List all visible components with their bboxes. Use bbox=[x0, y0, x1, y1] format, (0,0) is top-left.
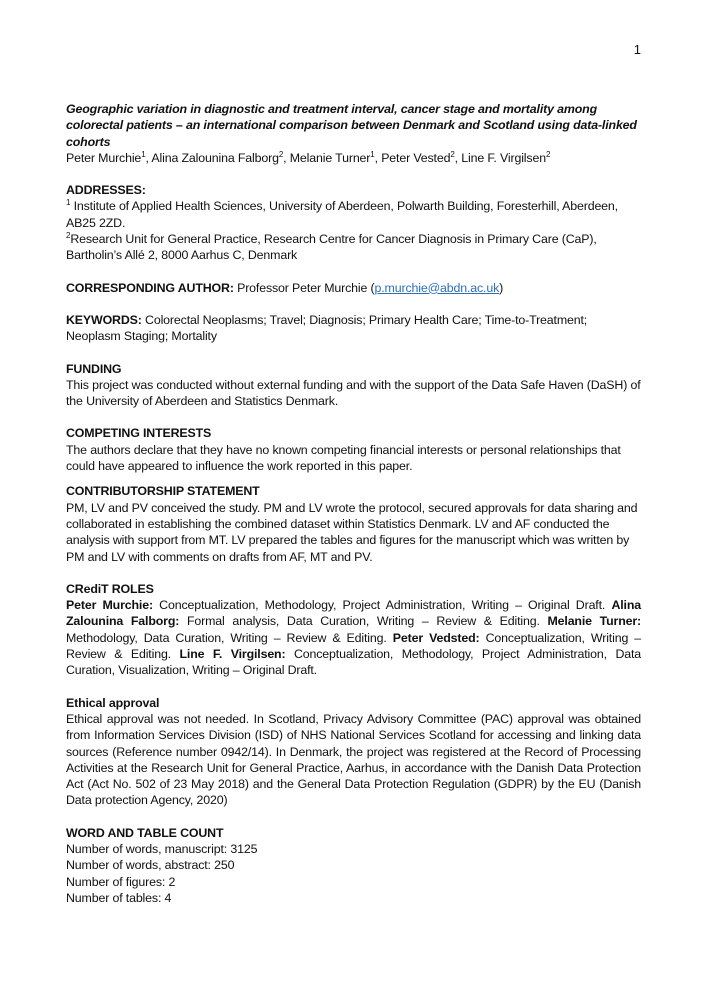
count-manuscript-words: Number of words, manuscript: 3125 bbox=[66, 841, 258, 856]
competing-interests-section bbox=[66, 425, 641, 474]
author: Peter Vested$^2$, bbox=[381, 149, 462, 165]
corresponding-author-label: CORRESPONDING AUTHOR: bbox=[66, 280, 234, 295]
ethical-approval-section bbox=[66, 695, 641, 809]
competing-interests-text: The authors declare that they have no known competing financial interests or personal relationships that could have appeared to influence the work reported in this paper. bbox=[66, 442, 621, 474]
paper-title: Geographic variation in diagnostic and treatment interval, cancer stage and mortality among colorectal patients – an international comparison between Denmark and Scotland using data-linked cohorts bbox=[66, 102, 637, 149]
keywords-text: Colorectal Neoplasms; Travel; Diagnosis; Primary Health Care; Time-to-Treatment; Neoplasm Staging; Mortality bbox=[66, 312, 588, 344]
author: Alina Zalounina Falborg$^2$, bbox=[151, 149, 290, 165]
page-number: 1 bbox=[633, 42, 641, 57]
author: Line F. Virgilsen$^2$ bbox=[461, 149, 551, 165]
ethical-approval-heading: Ethical approval bbox=[66, 695, 160, 710]
count-abstract-words: Number of words, abstract: 250 bbox=[66, 858, 235, 873]
contributorship-heading: CONTRIBUTORSHIP STATEMENT bbox=[66, 484, 260, 499]
corresponding-author-section: CORRESPONDING AUTHOR: Professor Peter Murchie (p.murchie@abdn.ac.uk) bbox=[66, 280, 504, 295]
credit-roles-heading: CRediT ROLES bbox=[66, 581, 154, 596]
ethical-approval-text: Ethical approval was not needed. In Scotland, Privacy Advisory Committee (PAC) approval was obtained from Information Services Division (ISD) of NHS National Services Scotland for accessing and linking data sources (Reference number 0942/14). In Denmark, the project was registered at the Record of Processing Activities at the Research Unit for General Practice, Aarhus, in accordance with the Danish Data Protection Act (Act No. 502 of 23 May 2018) and the General Data Protection Regulation (GDPR) by the EU (Danish Data protection Agency, 2020) bbox=[66, 711, 641, 808]
addresses-heading: ADDRESSES: bbox=[66, 183, 146, 198]
email-link[interactable]: p.murchie@abdn.ac.uk bbox=[374, 280, 500, 295]
word-count-heading: WORD AND TABLE COUNT bbox=[66, 825, 224, 840]
credit-roles-text: Peter Murchie: Conceptualization, Methodology, Project Administration, Writing – Original Draft. Alina Zalounina Falborg: Formal analysis, Data Curation, Writing – Review & Editing. Melanie Turner: Methodology, Data Curation, Writing – Review & Editing. Peter Vedsted: Conceptualization, Writing – Review & Editing. Line F. Virgilsen: Conceptualization, Methodology, Project Administration, Data Curation, Visualization, Writing – Original Draft. bbox=[66, 598, 642, 678]
credit-roles-section bbox=[66, 581, 641, 679]
keywords-section bbox=[66, 312, 641, 345]
contributorship-section bbox=[66, 483, 641, 564]
funding-section bbox=[66, 361, 641, 410]
addresses-section bbox=[66, 182, 641, 263]
competing-interests-heading: COMPETING INTERESTS bbox=[66, 426, 212, 441]
document-body bbox=[66, 101, 641, 922]
funding-text: This project was conducted without external funding and with the support of the Data Safe Haven (DaSH) of the University of Aberdeen and Statistics Denmark. bbox=[66, 377, 641, 409]
count-tables: Number of tables: 4 bbox=[66, 890, 172, 905]
word-count-section bbox=[66, 825, 641, 906]
author-list bbox=[66, 150, 641, 166]
address-1: $^1$ Institute of Applied Health Sciences, University of Aberdeen, Polwarth Building, Foresterhill, Aberdeen, AB25 2ZD. bbox=[66, 198, 618, 230]
author: Melanie Turner$^1$, bbox=[289, 149, 382, 165]
address-2: $^2$Research Unit for General Practice, Research Centre for Cancer Diagnosis in Primary Care (CaP), Bartholin’s Allé 2, 8000 Aarhus C, Denmark bbox=[66, 231, 597, 263]
funding-heading: FUNDING bbox=[66, 361, 122, 376]
contributorship-text: PM, LV and PV conceived the study. PM and LV wrote the protocol, secured approvals for data sharing and collaborated in establishing the combined dataset within Statistics Denmark. LV and AF conducted the analysis with support from MT. LV prepared the tables and figures for the manuscript which was written by PM and LV with comments on drafts from AF, MT and PV. bbox=[66, 500, 638, 564]
count-figures: Number of figures: 2 bbox=[66, 874, 176, 889]
keywords-label: KEYWORDS: bbox=[66, 312, 142, 327]
author: Peter Murchie$^1$, bbox=[66, 149, 152, 165]
